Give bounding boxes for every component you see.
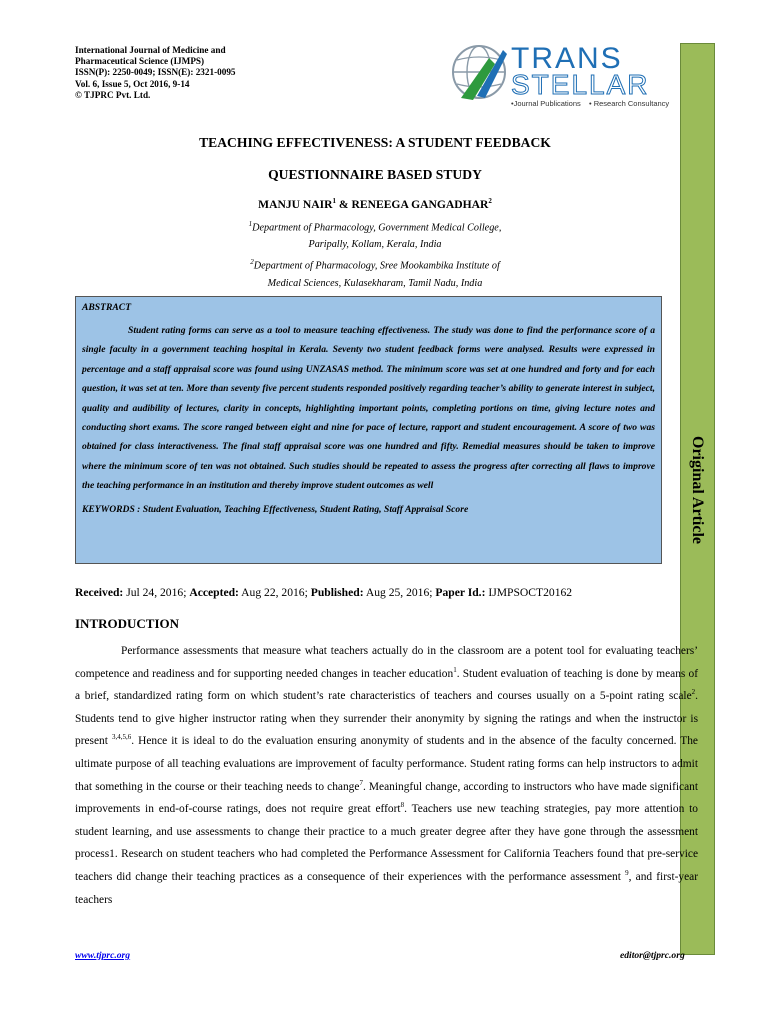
introduction-text: . Students tend to give higher instructor rating when they surrender their anonymity by signing the ratings and when the instructor is present (75, 690, 698, 748)
published-label: Published: (310, 586, 364, 599)
author-affiliation-mark: 1 (332, 197, 337, 205)
received-date: Jul 24, 2016; (123, 586, 190, 599)
journal-name-line2: Pharmaceutical Science (IJMPS) (75, 56, 205, 67)
affiliation-text: Department of Pharmacology, Sree Mookambika Institute of (253, 260, 500, 272)
author-name: MANJU NAIR (258, 197, 333, 211)
affiliation-mark: 1 (248, 220, 253, 228)
affiliation-line (75, 239, 675, 250)
affiliation-text: Paripally, Kollam, Kerala, India (308, 239, 442, 250)
journal-info (75, 45, 236, 101)
author-affiliation-mark: 2 (488, 197, 492, 205)
introduction-text: . Hence it is ideal to do the evaluation ensuring anonymity of students and in the absence of the faculty concerned. The ultimate purpose of all teaching evaluations are improvement of faculty performance. Student rating forms can help instructors to admit that something in the course or their teaching needs to change (75, 735, 698, 793)
authors (75, 197, 675, 211)
citation-superscript: 8 (400, 801, 405, 810)
citation-superscript: 2 (691, 688, 696, 697)
article-title-line2: QUESTIONNAIRE BASED STUDY (268, 167, 482, 182)
introduction-paragraph (75, 640, 698, 911)
introduction-text: Performance assessments that measure what teachers actually do in the classroom are a potent tool for evaluating teachers’ competence and readiness and for supporting needed changes in teacher education (75, 645, 698, 680)
logo-word-trans: TRANS (511, 42, 623, 75)
abstract-heading: ABSTRACT (82, 302, 132, 313)
citation-superscript: 1 (453, 665, 457, 674)
published-date: Aug 25, 2016; (363, 586, 436, 599)
introduction-text: , and first-year teachers (75, 870, 699, 906)
publication-dates (75, 586, 572, 599)
affiliation-text: Medical Sciences, Kulasekharam, Tamil Nadu, India (267, 278, 483, 289)
journal-copyright: © TJPRC Pvt. Ltd. (75, 89, 151, 100)
affiliation-line (75, 220, 675, 233)
logo-tagline-research: • Research Consultancy (589, 99, 670, 108)
keywords: KEYWORDS : Student Evaluation, Teaching Effectiveness, Student Rating, Staff Appraisal Score (82, 503, 469, 515)
logo-word-stellar: STELLAR (511, 69, 650, 100)
accepted-label: Accepted: (189, 586, 239, 599)
author-name: RENEEGA GANGADHAR (351, 197, 489, 211)
journal-name-line1: International Journal of Medicine and (75, 45, 226, 55)
article-title-line1: TEACHING EFFECTIVENESS: A STUDENT FEEDBACK (199, 135, 551, 150)
introduction-text: . Teachers use new teaching strategies, pay more attention to student learning, and use assessments to change their practice to a much greater degree after they have gone through the assessment process1. Research on student teachers who had completed the Performance Assessment for California Teachers found that pre-service teachers did change their teaching practices as a consequence of their experiences with the performance assessment (75, 803, 699, 883)
logo-tagline-journal: •Journal Publications (511, 99, 581, 108)
affiliation-mark: 2 (250, 258, 254, 266)
paper-id-label: Paper Id.: (435, 586, 486, 599)
received-label: Received: (75, 586, 124, 599)
introduction-text: . Student evaluation of teaching is done by means of a brief, standardized rating form on which student’s rate characteristics of teachers and courses usually on a 5-point rating scale (75, 667, 698, 703)
section-heading-introduction: INTRODUCTION (75, 616, 180, 631)
editor-email: editor@tjprc.org (620, 950, 685, 961)
introduction-text: . Meaningful change, according to instructors who have made significant improvements in end-of-course ratings, does not require great effort (75, 780, 698, 816)
journal-volume: Vol. 6, Issue 5, Oct 2016, 9-14 (75, 78, 190, 89)
citation-superscript: 3,4,5,6 (111, 733, 132, 742)
affiliation-line (75, 258, 675, 271)
globe-icon (453, 46, 507, 100)
transtellar-logo (447, 38, 677, 110)
paper-id: IJMPSOCT20162 (485, 586, 573, 599)
affiliation-line (75, 278, 675, 289)
journal-issn: ISSN(P): 2250-0049; ISSN(E): 2321-0095 (75, 67, 236, 78)
author-separator: & (336, 197, 352, 211)
citation-superscript: 7 (359, 778, 363, 787)
citation-superscript: 9 (625, 869, 629, 878)
abstract-body: Student rating forms can serve as a tool to measure teaching effectiveness. The study was done to find the performance score of a single faculty in a government teaching hospital in Kerala. Seventy two student feedback forms were analysed. Results were expressed in percentage and a staff appraisal score was found using UNZASAS method. The minimum score was set at one hundred and forty and for each question, it was set at ten. More than seventy five percent students responded positively regarding teacher’s ability to generate interest in subject, quality and audibility of lectures, clarity in concepts, highlighting important points, completing portions on time, giving lecture notes and conducting short exams. The score ranged between eight and nine for pace of lecture, rapport and student encouragement. A score of two was obtained for class interactiveness. The final staff appraisal score was one hundred and fifty. Remedial measures should be taken to improve where the minimum score of ten was not obtained. Such studies should be repeated to assess the progress after correcting all flaws to improve the teaching performance in an institution and thereby improve student outcomes as well (82, 325, 655, 492)
affiliation-text: Department of Pharmacology, Government Medical College, (252, 222, 502, 234)
accepted-date: Aug 22, 2016; (238, 586, 311, 599)
article-type-label: Original Article (689, 436, 706, 544)
website-link[interactable]: www.tjprc.org (75, 950, 131, 961)
abstract-box (75, 296, 662, 564)
